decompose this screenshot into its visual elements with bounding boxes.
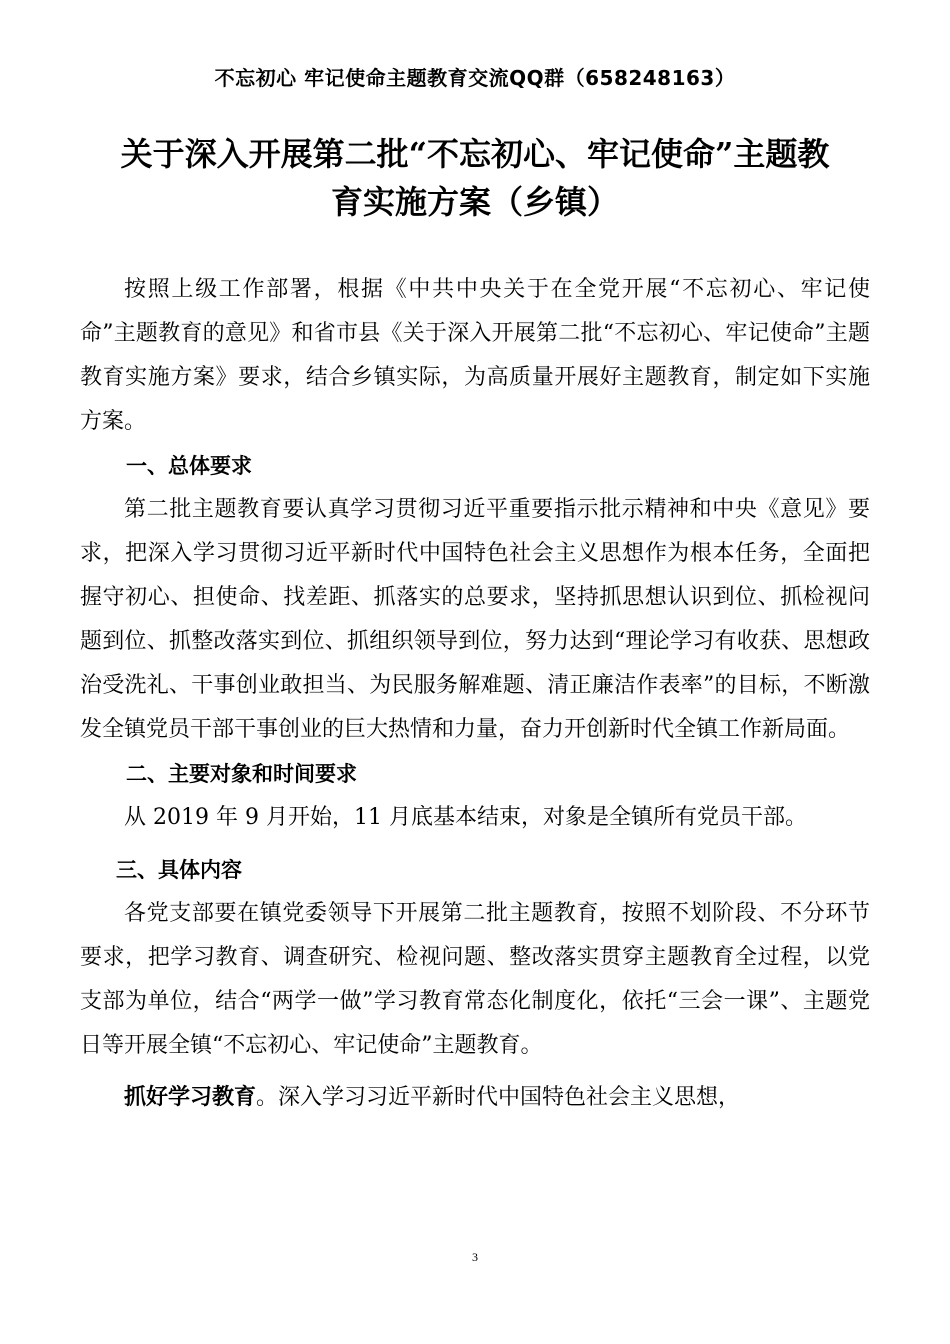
study-education-paragraph: [80, 1076, 870, 1120]
section-1-heading: 一、总体要求: [126, 454, 252, 478]
study-education-lead: 抓好学习教育: [124, 1085, 257, 1110]
page-number: 3: [472, 1250, 478, 1264]
title-line-1: 关于深入开展第二批“不忘初心、牢记使命”主题教: [120, 135, 830, 173]
section-3-paragraph: 各党支部要在镇党委领导下开展第二批主题教育，按照不划阶段、不分环节要求，把学习教育、调查研究、检视问题、整改落实贯穿主题教育全过程，以党支部为单位，结合“两学一做”学习教育常态化制度化，依托“三会一课”、主题党日等开展全镇“不忘初心、牢记使命”主题教育。: [80, 901, 870, 1058]
section-1-paragraph: 第二批主题教育要认真学习贯彻习近平重要指示批示精神和中央《意见》要求，把深入学习贯彻习近平新时代中国特色社会主义思想作为根本任务，全面把握守初心、担使命、找差距、抓落实的总要求，坚持抓思想认识到位、抓检视问题到位、抓整改落实到位、抓组织领导到位，努力达到“理论学习有收获、思想政治受洗礼、干事创业敢担当、为民服务解难题、清正廉洁作表率”的目标，不断激发全镇党员干部干事创业的巨大热情和力量，奋力开创新时代全镇工作新局面。: [80, 497, 870, 742]
intro-paragraph: 按照上级工作部署，根据《中共中央关于在全党开展“不忘初心、牢记使命”主题教育的意见》和省市县《关于深入开展第二批“不忘初心、牢记使命”主题教育实施方案》要求，结合乡镇实际，为高质量开展好主题教育，制定如下实施方案。: [80, 277, 870, 434]
document-title: [80, 130, 870, 226]
section-2-heading: 二、主要对象和时间要求: [126, 762, 357, 786]
study-education-text: 。深入学习习近平新时代中国特色社会主义思想，: [256, 1085, 741, 1110]
title-line-2: 育实施方案（乡镇）: [330, 183, 619, 221]
section-2-paragraph: 从 2019 年 9 月开始，11 月底基本结束，对象是全镇所有党员干部。: [124, 805, 807, 830]
document-body: [80, 268, 870, 1120]
section-3-heading: 三、具体内容: [116, 858, 242, 882]
page-header: 不忘初心 牢记使命主题教育交流QQ群（658248163）: [214, 66, 736, 90]
